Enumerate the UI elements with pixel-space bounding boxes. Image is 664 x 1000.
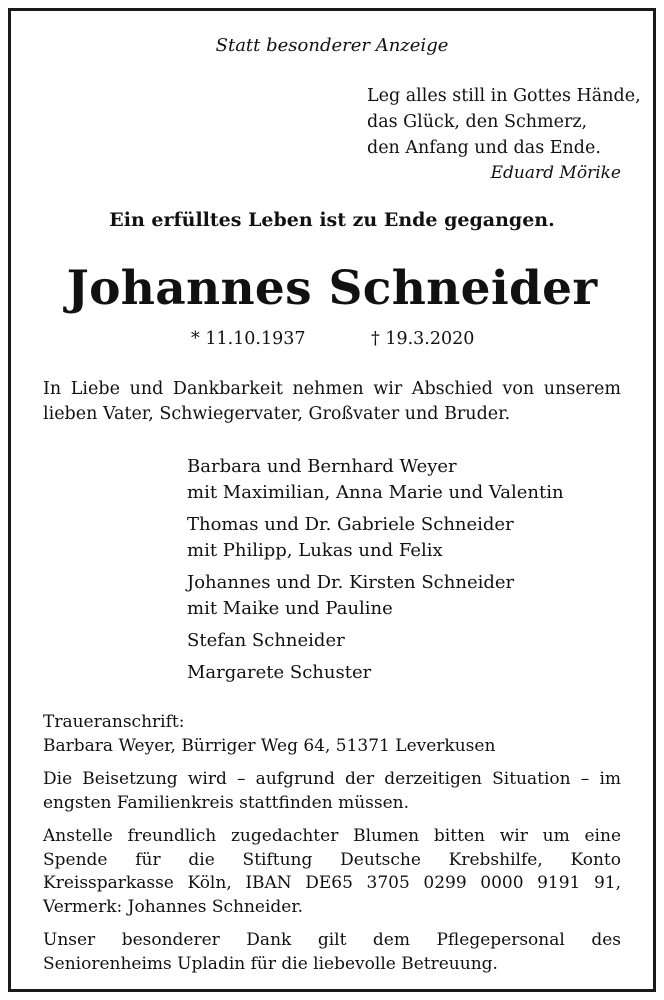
poem-line: das Glück, den Schmerz, (367, 112, 588, 132)
donation-text: Anstelle freundlich zugedachter Blumen bitten wir um eine Spende für die Stiftung Deutsche Krebshilfe, Konto Kreissparkasse Köln, IBAN DE65 3705 0299 0000 9191 91, Vermerk: Johannes Schneider. (43, 826, 621, 917)
family-group (187, 628, 564, 654)
notice-details (43, 711, 621, 986)
family-names: Stefan Schneider (187, 630, 345, 651)
thanks-text: Unser besonderer Dank gilt dem Pflegepersonal des Seniorenheims Upladin für die liebevolle Betreuung. (43, 930, 621, 974)
birth-date: * 11.10.1937 (191, 329, 306, 349)
intro-text: In Liebe und Dankbarkeit nehmen wir Abschied von unserem lieben Vater, Schwiegervater, Großvater und Bruder. (43, 379, 621, 424)
obituary-notice (8, 8, 656, 992)
family-list (187, 454, 564, 692)
death-date: † 19.3.2020 (371, 329, 475, 349)
family-group (187, 512, 564, 564)
deceased-name: Johannes Schneider (66, 261, 598, 316)
family-children: mit Philipp, Lukas und Felix (187, 540, 443, 561)
poem (367, 83, 641, 161)
family-children: mit Maike und Pauline (187, 598, 393, 619)
poem-line: den Anfang und das Ende. (367, 138, 601, 158)
address-label: Traueranschrift: (43, 712, 185, 732)
family-children: mit Maximilian, Anna Marie und Valentin (187, 482, 564, 503)
poem-line: Leg alles still in Gottes Hände, (367, 86, 641, 106)
family-names: Johannes und Dr. Kirsten Schneider (187, 572, 515, 593)
address: Barbara Weyer, Bürriger Weg 64, 51371 Leverkusen (43, 735, 496, 756)
burial-text: Die Beisetzung wird – aufgrund der derzeitigen Situation – im engsten Familienkreis stattfinden müssen. (43, 769, 621, 813)
headline: Ein erfülltes Leben ist zu Ende gegangen. (109, 209, 555, 231)
family-names: Thomas und Dr. Gabriele Schneider (187, 514, 514, 535)
family-group (187, 454, 564, 506)
address-block (43, 711, 621, 758)
family-names: Barbara und Bernhard Weyer (187, 456, 457, 477)
poem-author: Eduard Mörike (490, 163, 621, 183)
family-group (187, 660, 564, 686)
family-names: Margarete Schuster (187, 662, 372, 683)
notice-header: Statt besonderer Anzeige (215, 35, 449, 56)
family-group (187, 570, 564, 622)
